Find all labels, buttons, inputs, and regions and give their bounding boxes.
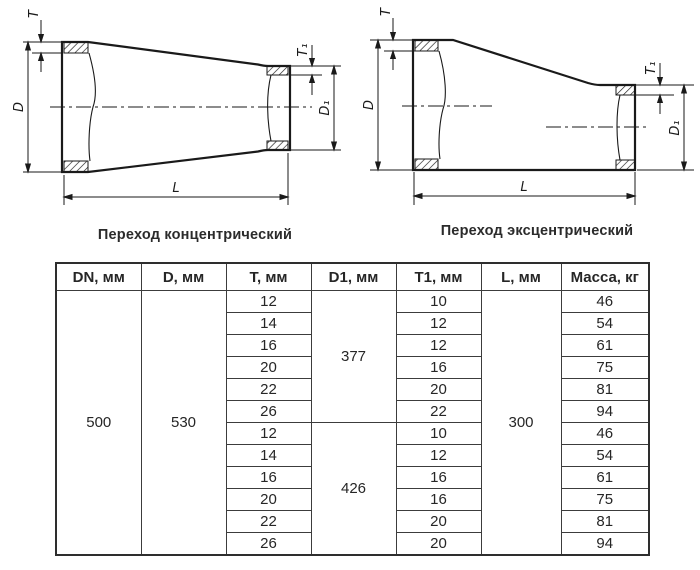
cell-t1: 12 [396,313,481,335]
table-header-row [56,263,649,291]
col-header-d: D, мм [141,263,226,291]
reducer-outline [413,40,635,170]
wall-section-hatch [616,160,635,170]
wall-section-hatch [64,42,88,53]
cell-t1: 16 [396,489,481,511]
wall-section-hatch [267,141,288,150]
cell-mass: 94 [561,533,649,556]
wall-section-hatch [267,66,288,75]
cell-mass: 94 [561,401,649,423]
cell-t1: 16 [396,467,481,489]
wall-section-hatch [64,161,88,172]
cell-t1: 12 [396,335,481,357]
cell-t1: 20 [396,533,481,556]
wall-section-hatch [415,40,438,51]
cell-mass: 54 [561,313,649,335]
cell-t1: 20 [396,511,481,533]
spec-table [55,262,650,556]
cell-d1: 377 [311,291,396,423]
table-row [56,291,649,313]
cell-t1: 10 [396,291,481,313]
dim-label-d: D [12,101,27,113]
drawing-eccentric [350,0,700,215]
cell-t: 22 [226,379,311,401]
cell-l: 300 [481,291,561,556]
cell-t: 22 [226,511,311,533]
col-header-t1: T1, мм [396,263,481,291]
cell-d: 530 [141,291,226,556]
cell-mass: 75 [561,489,649,511]
dim-label-d1: D₁ [318,100,333,116]
cell-t: 14 [226,313,311,335]
col-header-l: L, мм [481,263,561,291]
cell-mass: 81 [561,511,649,533]
cell-d1: 426 [311,423,396,556]
cell-mass: 75 [561,357,649,379]
col-header-dn: DN, мм [56,263,141,291]
cell-t1: 16 [396,357,481,379]
dim-label-l: L [172,181,180,196]
drawing-concentric [0,0,350,215]
cell-t: 16 [226,467,311,489]
cell-t: 12 [226,291,311,313]
caption-concentric: Переход концентрический [97,227,293,243]
col-header-t: T, мм [226,263,311,291]
cell-mass: 81 [561,379,649,401]
dim-label-t1: T₁ [296,43,311,57]
cell-t1: 20 [396,379,481,401]
dimension-t [379,7,415,70]
cell-mass: 46 [561,291,649,313]
cell-dn: 500 [56,291,141,556]
cell-t: 26 [226,533,311,556]
col-header-d1: D1, мм [311,263,396,291]
dimension-d [362,40,413,170]
cell-mass: 61 [561,335,649,357]
col-header-mass: Масса, кг [561,263,649,291]
dim-label-d1: D₁ [668,120,683,136]
dim-label-l: L [520,180,528,195]
cell-t: 20 [226,489,311,511]
dim-label-d: D [362,99,377,111]
cell-mass: 61 [561,467,649,489]
cell-t: 14 [226,445,311,467]
dimension-t [27,9,62,72]
dim-label-t: T [379,8,394,16]
cell-t: 20 [226,357,311,379]
dim-label-t1: T₁ [644,61,659,75]
cell-mass: 46 [561,423,649,445]
caption-eccentric: Переход эксцентрический [440,223,634,239]
dim-label-t: T [27,10,42,18]
pipe-break-line [439,51,445,159]
dimension-d1 [290,66,341,150]
cell-mass: 54 [561,445,649,467]
cell-t1: 10 [396,423,481,445]
cell-t: 12 [226,423,311,445]
cell-t: 16 [226,335,311,357]
dimension-l [414,172,635,205]
cell-t1: 22 [396,401,481,423]
cell-t: 26 [226,401,311,423]
cell-t1: 12 [396,445,481,467]
wall-section-hatch [616,85,635,95]
wall-section-hatch [415,159,438,170]
pipe-break-line [268,75,271,141]
